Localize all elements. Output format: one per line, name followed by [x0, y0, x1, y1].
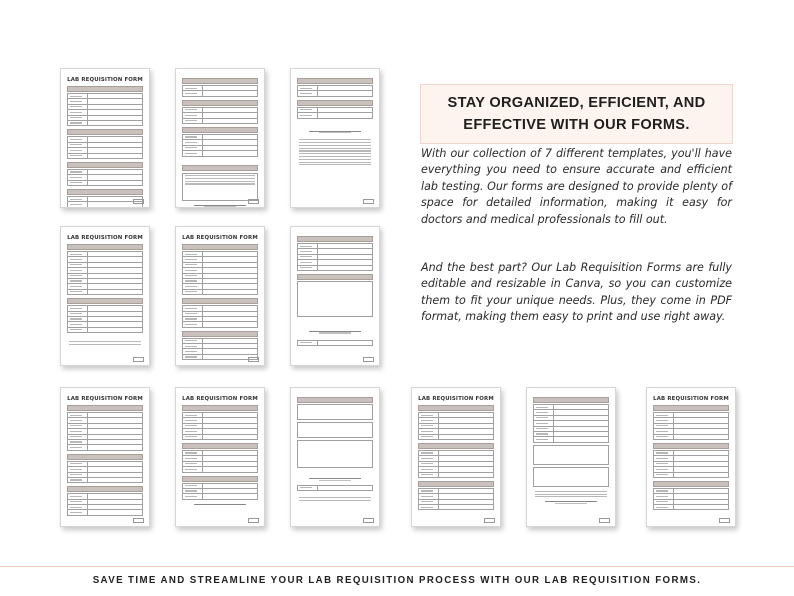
- form-section-header: [297, 236, 373, 242]
- form-section-header: [182, 100, 258, 106]
- page-number: [133, 199, 144, 204]
- form-section-header: [182, 476, 258, 482]
- form-section-header: [297, 274, 373, 280]
- form-section-header: [182, 165, 258, 171]
- form-title: LAB REQUISITION FORM: [653, 396, 729, 402]
- form-thumbnail: [175, 68, 265, 208]
- form-thumbnail: [646, 387, 736, 527]
- page-number: [248, 518, 259, 523]
- headline-banner: [420, 84, 733, 144]
- form-section-header: [67, 486, 143, 492]
- form-thumbnail: [290, 68, 380, 208]
- form-section-header: [67, 244, 143, 250]
- form-thumbnail: [526, 387, 616, 527]
- page-number: [133, 518, 144, 523]
- form-section-header: [67, 86, 143, 92]
- form-section-header: [182, 127, 258, 133]
- form-thumbnail: [411, 387, 501, 527]
- form-section-header: [67, 454, 143, 460]
- form-section-header: [182, 298, 258, 304]
- page-number: [133, 357, 144, 362]
- form-section-header: [418, 481, 494, 487]
- form-section-header: [182, 443, 258, 449]
- form-thumbnail: [60, 226, 150, 366]
- form-section-header: [418, 443, 494, 449]
- page-number: [363, 518, 374, 523]
- page-number: [599, 518, 610, 523]
- form-section-header: [297, 397, 373, 403]
- headline-line-1: STAY ORGANIZED, EFFICIENT, AND: [447, 95, 706, 111]
- footer-tagline: SAVE TIME AND STREAMLINE YOUR LAB REQUISITION PROCESS WITH OUR LAB REQUISITION FORMS.: [92, 575, 702, 586]
- form-section-header: [67, 298, 143, 304]
- page-number: [719, 518, 730, 523]
- form-section-header: [533, 397, 609, 403]
- form-section-header: [297, 78, 373, 84]
- form-thumbnail: [175, 226, 265, 366]
- form-section-header: [297, 100, 373, 106]
- page-number: [248, 199, 259, 204]
- form-title: LAB REQUISITION FORM: [182, 396, 258, 402]
- form-section-header: [653, 405, 729, 411]
- form-section-header: [67, 129, 143, 135]
- form-section-header: [653, 481, 729, 487]
- form-section-header: [67, 405, 143, 411]
- form-section-header: [182, 405, 258, 411]
- form-thumbnail: [60, 68, 150, 208]
- form-section-header: [182, 331, 258, 337]
- page-number: [363, 199, 374, 204]
- footer-divider: [0, 566, 794, 567]
- description-paragraph: With our collection of 7 different templates, you'll have everything you need to ensure accurate and efficient lab testing. Our forms are designed to provide plenty of space for detailed information, making it easy for doctors and medical professionals to fill out.: [421, 147, 732, 226]
- form-section-header: [182, 244, 258, 250]
- headline-line-2: EFFECTIVE WITH OUR FORMS.: [463, 117, 690, 133]
- form-section-header: [182, 78, 258, 84]
- page-number: [363, 357, 374, 362]
- form-thumbnail: [290, 387, 380, 527]
- form-title: LAB REQUISITION FORM: [182, 235, 258, 241]
- description-paragraph: And the best part? Our Lab Requisition Forms are fully editable and resizable in Canva, so you can customize them to fit your unique needs. Plus, they come in PDF format, making them easy to print and use right away.: [421, 261, 732, 324]
- form-thumbnail: [290, 226, 380, 366]
- form-thumbnail: [60, 387, 150, 527]
- form-section-header: [653, 443, 729, 449]
- form-thumbnail: [175, 387, 265, 527]
- form-section-header: [418, 405, 494, 411]
- form-section-header: [67, 162, 143, 168]
- page-number: [248, 357, 259, 362]
- form-title: LAB REQUISITION FORM: [418, 396, 494, 402]
- form-title: LAB REQUISITION FORM: [67, 235, 143, 241]
- form-section-header: [67, 189, 143, 195]
- form-title: LAB REQUISITION FORM: [67, 77, 143, 83]
- form-title: LAB REQUISITION FORM: [67, 396, 143, 402]
- page-number: [484, 518, 495, 523]
